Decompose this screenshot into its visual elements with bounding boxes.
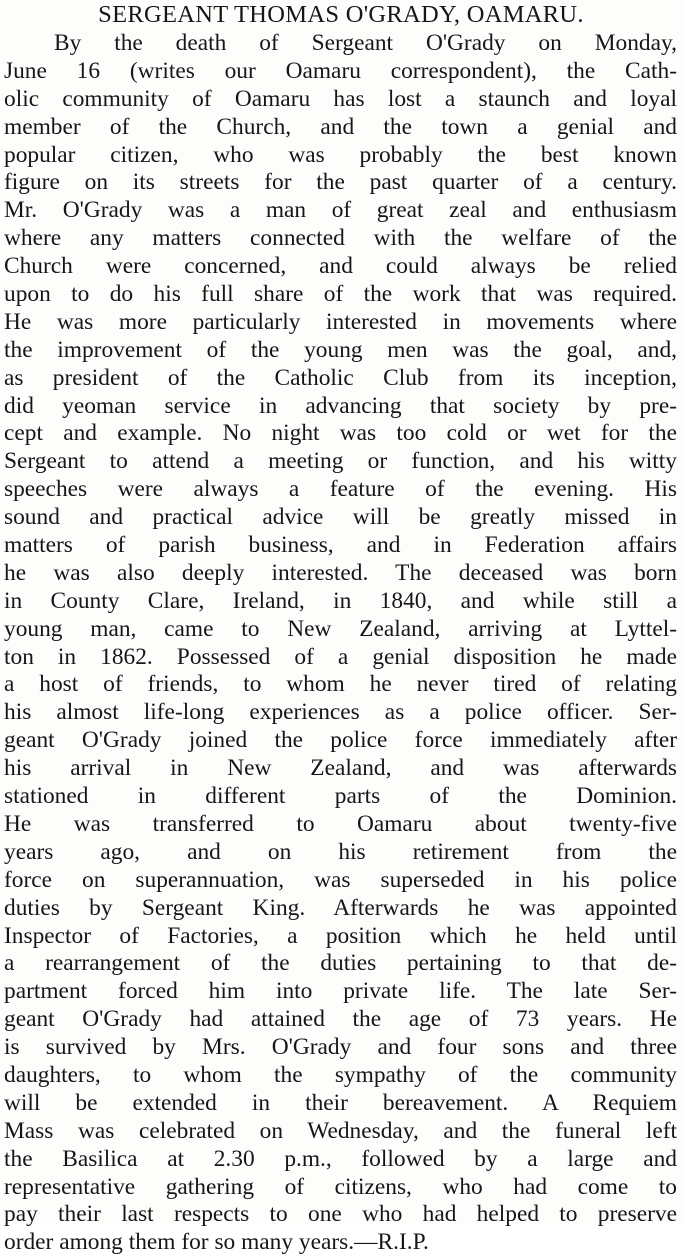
article-line: figure on its streets for the past quarter of a century.: [4, 169, 677, 196]
article-line: geant O'Grady had attained the age of 73 years. He: [4, 1006, 677, 1033]
article-line: popular citizen, who was probably the best known: [4, 141, 677, 168]
article-line: duties by Sergeant King. Afterwards he was appointed: [4, 894, 677, 921]
article-line: olic community of Oamaru has lost a staunch and loyal: [4, 85, 677, 112]
article-line: matters of parish business, and in Federation affairs: [4, 532, 677, 559]
article-line: the Basilica at 2.30 p.m., followed by a large and: [4, 1145, 677, 1172]
article-line: his almost life-long experiences as a police officer. Ser-: [4, 699, 677, 726]
article-line: Church were concerned, and could always be relied: [4, 253, 677, 280]
article-line: the improvement of the young men was the goal, and,: [4, 336, 677, 363]
article-line: geant O'Grady joined the police force immediately after: [4, 727, 677, 754]
article-line: sound and practical advice will be greatly missed in: [4, 504, 677, 531]
article-line: as president of the Catholic Club from its inception,: [4, 364, 677, 391]
article-line: partment forced him into private life. The late Ser-: [4, 978, 677, 1005]
article-line: will be extended in their bereavement. A Requiem: [4, 1089, 677, 1116]
article-line: a host of friends, to whom he never tired of relating: [4, 671, 677, 698]
article-line: June 16 (writes our Oamaru correspondent), the Cath-: [4, 57, 677, 84]
article-line: young man, came to New Zealand, arriving at Lyttel-: [4, 615, 677, 642]
article-line: his arrival in New Zealand, and was afterwards: [4, 755, 677, 782]
headline: SERGEANT THOMAS O'GRADY, OAMARU.: [98, 1, 584, 28]
article-line: force on superannuation, was superseded in his police: [4, 866, 677, 893]
article-line: a rearrangement of the duties pertaining to that de-: [4, 950, 677, 977]
article-line: By the death of Sergeant O'Grady on Monday,: [54, 30, 677, 56]
article-line: is survived by Mrs. O'Grady and four sons and three: [4, 1034, 677, 1061]
article-line: years ago, and on his retirement from the: [4, 838, 677, 865]
article-body: [4, 30, 677, 1257]
article-line: did yeoman service in advancing that society by pre-: [4, 392, 677, 419]
article-line: Mass was celebrated on Wednesday, and the funeral left: [4, 1117, 677, 1144]
article-line: He was more particularly interested in movements where: [4, 308, 677, 335]
article-line: speeches were always a feature of the evening. His: [4, 476, 677, 503]
article-line: he was also deeply interested. The deceased was born: [4, 559, 677, 586]
article-line: in County Clare, Ireland, in 1840, and while still a: [4, 587, 677, 614]
article-line: member of the Church, and the town a genial and: [4, 113, 677, 140]
article-line: cept and example. No night was too cold or wet for the: [4, 420, 677, 447]
article-line: representative gathering of citizens, who had come to: [4, 1173, 677, 1200]
article-line: Sergeant to attend a meeting or function, and his witty: [4, 448, 677, 475]
article-line: upon to do his full share of the work that was required.: [4, 281, 677, 308]
article-line: ton in 1862. Possessed of a genial disposition he made: [4, 643, 677, 670]
article-line: daughters, to whom the sympathy of the community: [4, 1061, 677, 1088]
article-line: pay their last respects to one who had helped to preserve: [4, 1201, 677, 1228]
article-line: stationed in different parts of the Dominion.: [4, 783, 677, 810]
article-line: where any matters connected with the welfare of the: [4, 225, 677, 252]
article-line: order among them for so many years.—R.I.P.: [4, 1229, 429, 1256]
article-line: He was transferred to Oamaru about twenty-five: [4, 810, 677, 837]
article-line: Inspector of Factories, a position which he held until: [4, 922, 677, 949]
article-line: Mr. O'Grady was a man of great zeal and enthusiasm: [4, 197, 677, 224]
